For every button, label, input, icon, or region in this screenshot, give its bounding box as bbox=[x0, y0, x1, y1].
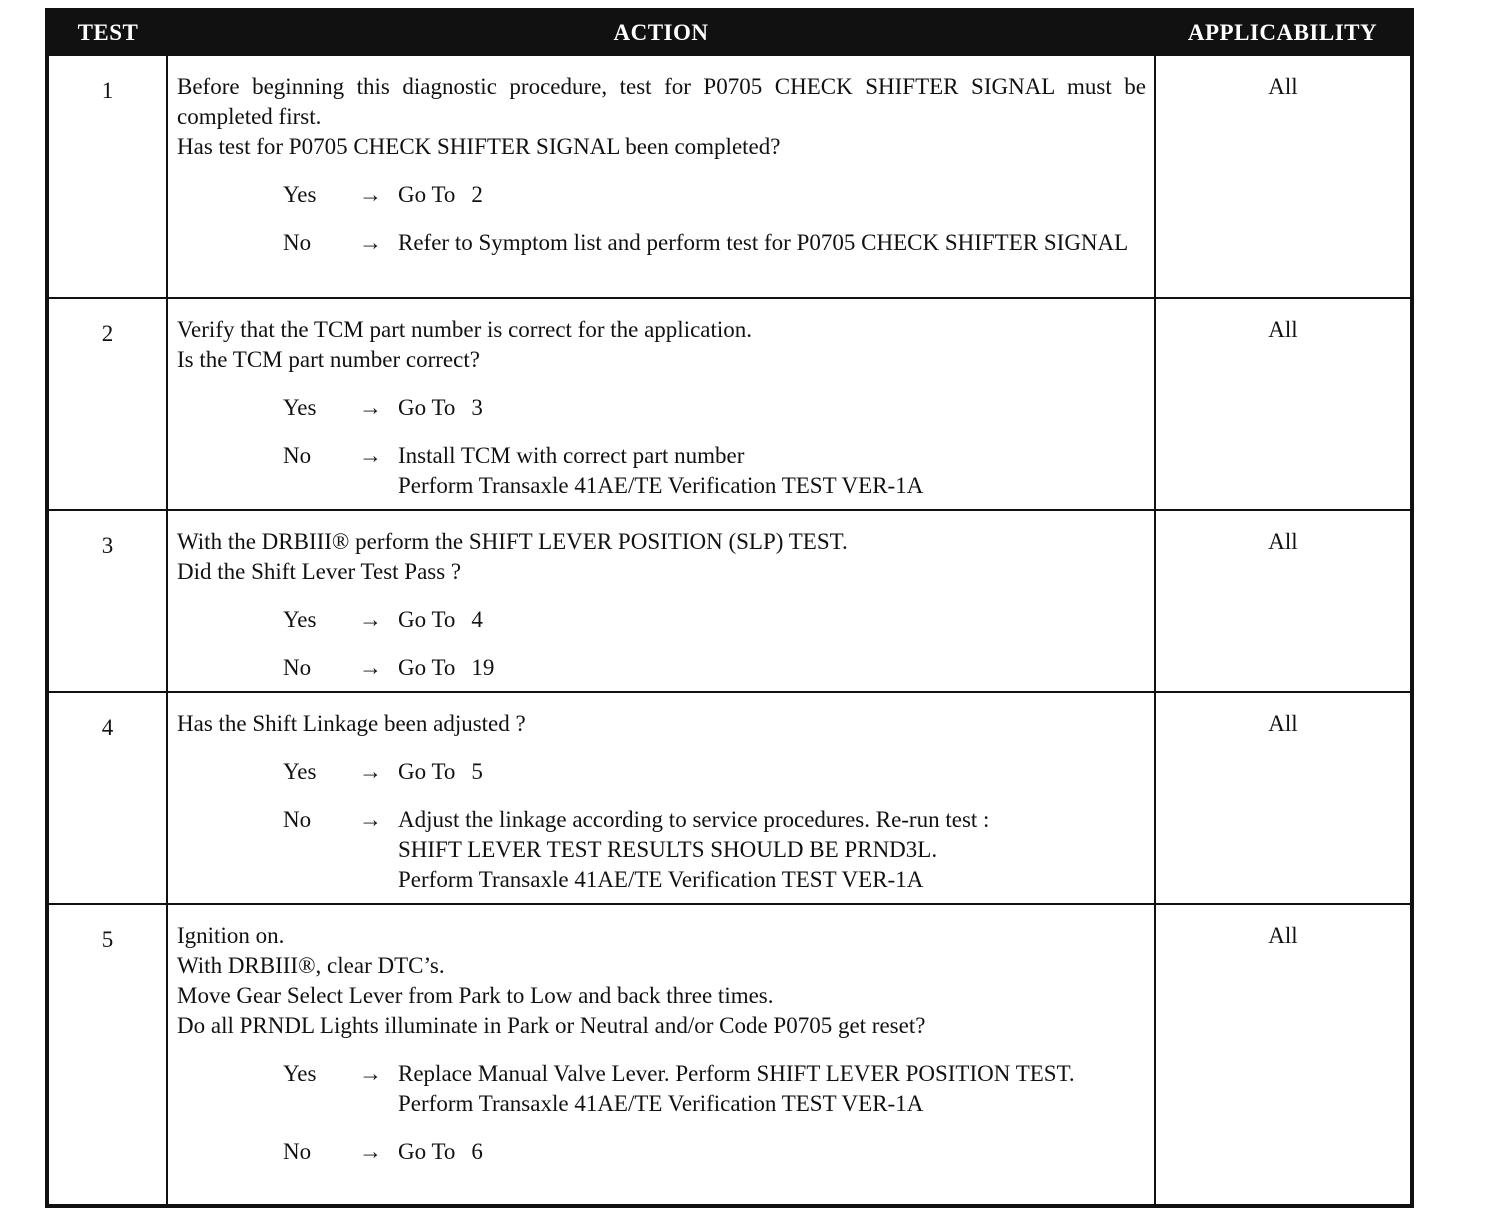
arrow-icon: → bbox=[359, 607, 382, 632]
action-line: Verify that the TCM part number is correct for the application. bbox=[177, 317, 753, 342]
goto-target: 2 bbox=[471, 182, 483, 207]
action-line: Move Gear Select Lever from Park to Low and back three times. bbox=[177, 983, 774, 1008]
test-number: 2 bbox=[47, 298, 167, 510]
answer-line: SHIFT LEVER TEST RESULTS SHOULD BE PRND3L. bbox=[398, 837, 938, 862]
test-number: 4 bbox=[47, 692, 167, 904]
table-header-row bbox=[47, 10, 1412, 55]
answer-yes bbox=[177, 757, 1146, 787]
answer-body bbox=[398, 393, 1146, 423]
header-test: TEST bbox=[47, 10, 167, 55]
answer-label: No bbox=[283, 230, 312, 255]
action-line: Did the Shift Lever Test Pass ? bbox=[177, 559, 462, 584]
arrow-icon: → bbox=[359, 759, 382, 784]
applicability-value: All bbox=[1155, 298, 1412, 510]
answer-yes bbox=[177, 605, 1146, 635]
answer-label: Yes bbox=[283, 1061, 317, 1086]
applicability-value: All bbox=[1155, 904, 1412, 1206]
answer-body bbox=[398, 653, 1146, 683]
action-line: Before beginning this diagnostic procedure, test for P0705 CHECK SHIFTER SIGNAL must be completed first. bbox=[177, 74, 1146, 129]
goto-target: 4 bbox=[471, 607, 483, 632]
answer-body bbox=[398, 757, 1146, 787]
arrow-icon: → bbox=[359, 1139, 382, 1164]
goto-label: Go To bbox=[398, 759, 456, 784]
action-cell bbox=[167, 55, 1155, 298]
table-row bbox=[47, 298, 1412, 510]
arrow-icon: → bbox=[359, 182, 382, 207]
action-line: With DRBIII®, clear DTC’s. bbox=[177, 953, 445, 978]
goto-label: Go To bbox=[398, 607, 456, 632]
header-applicability: APPLICABILITY bbox=[1155, 10, 1412, 55]
answer-label: Yes bbox=[283, 182, 317, 207]
action-cell bbox=[167, 692, 1155, 904]
answer-no bbox=[177, 1137, 1146, 1167]
answer-label: No bbox=[283, 443, 312, 468]
action-line: Has test for P0705 CHECK SHIFTER SIGNAL been completed? bbox=[177, 134, 781, 159]
arrow-icon: → bbox=[359, 807, 382, 832]
arrow-icon: → bbox=[359, 655, 382, 680]
answer-body bbox=[398, 805, 1146, 895]
goto-label: Go To bbox=[398, 1139, 456, 1164]
header-action: ACTION bbox=[167, 10, 1155, 55]
answer-label: No bbox=[283, 807, 312, 832]
action-line: With the DRBIII® perform the SHIFT LEVER POSITION (SLP) TEST. bbox=[177, 529, 848, 554]
answer-body bbox=[398, 180, 1146, 210]
action-line: Ignition on. bbox=[177, 923, 285, 948]
goto-label: Go To bbox=[398, 395, 456, 420]
answer-line: Adjust the linkage according to service procedures. Re-run test : bbox=[398, 807, 990, 832]
answer-line: Replace Manual Valve Lever. Perform SHIFT LEVER POSITION TEST. bbox=[398, 1061, 1075, 1086]
arrow-icon: → bbox=[359, 1061, 382, 1086]
action-line: Has the Shift Linkage been adjusted ? bbox=[177, 711, 526, 736]
goto-target: 6 bbox=[471, 1139, 483, 1164]
answer-line: Perform Transaxle 41AE/TE Verification TEST VER-1A bbox=[398, 1091, 924, 1116]
action-cell bbox=[167, 510, 1155, 692]
answer-body bbox=[398, 1059, 1146, 1119]
answer-line: Perform Transaxle 41AE/TE Verification TEST VER-1A bbox=[398, 473, 924, 498]
applicability-value: All bbox=[1155, 510, 1412, 692]
answer-yes bbox=[177, 180, 1146, 210]
action-cell bbox=[167, 298, 1155, 510]
table-row bbox=[47, 692, 1412, 904]
applicability-value: All bbox=[1155, 692, 1412, 904]
answer-body bbox=[398, 605, 1146, 635]
answer-label: Yes bbox=[283, 759, 317, 784]
answer-body bbox=[398, 1137, 1146, 1167]
goto-target: 5 bbox=[471, 759, 483, 784]
answer-label: No bbox=[283, 655, 312, 680]
test-number: 3 bbox=[47, 510, 167, 692]
answer-label: No bbox=[283, 1139, 312, 1164]
answer-yes bbox=[177, 393, 1146, 423]
action-line: Is the TCM part number correct? bbox=[177, 347, 480, 372]
goto-target: 19 bbox=[471, 655, 495, 680]
arrow-icon: → bbox=[359, 230, 382, 255]
answer-no bbox=[177, 653, 1146, 683]
goto-label: Go To bbox=[398, 655, 456, 680]
answer-no bbox=[177, 805, 1146, 895]
arrow-icon: → bbox=[359, 443, 382, 468]
answer-line: Perform Transaxle 41AE/TE Verification TEST VER-1A bbox=[398, 867, 924, 892]
action-cell bbox=[167, 904, 1155, 1206]
goto-target: 3 bbox=[471, 395, 483, 420]
diagnostic-table bbox=[45, 8, 1414, 1208]
applicability-value: All bbox=[1155, 55, 1412, 298]
test-number: 1 bbox=[47, 55, 167, 298]
answer-label: Yes bbox=[283, 395, 317, 420]
answer-line: Install TCM with correct part number bbox=[398, 443, 745, 468]
table-row bbox=[47, 904, 1412, 1206]
table-row bbox=[47, 510, 1412, 692]
answer-body bbox=[398, 228, 1146, 258]
test-number: 5 bbox=[47, 904, 167, 1206]
table-row bbox=[47, 55, 1412, 298]
answer-no bbox=[177, 441, 1146, 501]
answer-line: Refer to Symptom list and perform test for P0705 CHECK SHIFTER SIGNAL bbox=[398, 230, 1129, 255]
goto-label: Go To bbox=[398, 182, 456, 207]
answer-label: Yes bbox=[283, 607, 317, 632]
answer-yes bbox=[177, 1059, 1146, 1119]
answer-body bbox=[398, 441, 1146, 501]
action-line: Do all PRNDL Lights illuminate in Park or Neutral and/or Code P0705 get reset? bbox=[177, 1013, 926, 1038]
arrow-icon: → bbox=[359, 395, 382, 420]
answer-no bbox=[177, 228, 1146, 258]
